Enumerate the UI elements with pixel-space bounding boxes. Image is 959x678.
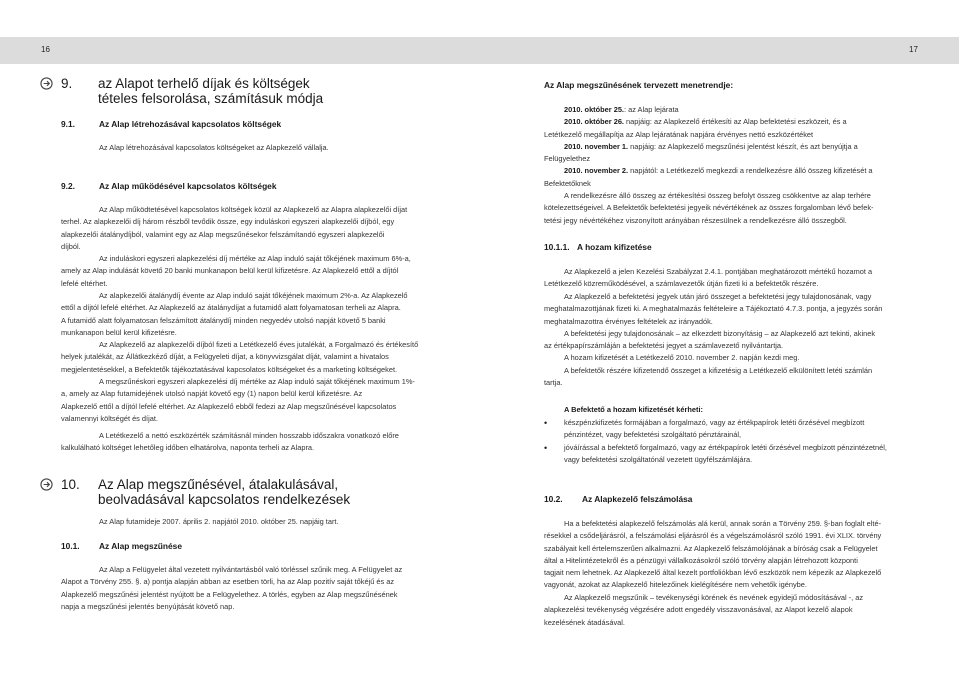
paragraph-10: Az Alap futamideje 2007. április 2. napjától 2010. október 25. napjáig tart. bbox=[99, 517, 339, 526]
paragraph-9-2-b: Az induláskori egyszeri alapkezelési díj mértéke az Alap induló saját tőkéjének maximum 6%-a, amely az Alap indulását követő 20 banki munkanapon belül kerül kifizetésre. Az Alapkezelő ettől a díjtól lefelé eltérhet. bbox=[61, 254, 411, 288]
paragraph-9-2-a: Az Alap működtetésével kapcsolatos költségek közül az Alapkezelő az Alapra alapkezelői díjat terhel. Az alapkezelői díj három részből tevődik össze, egy induláskori egyszeri alapkezelői díjból, egy alapkezelői átalánydíjból, valamint egy az Alap megszűnésekor felszámítandó egyszeri alapkezelői díjból. bbox=[61, 205, 408, 251]
paragraph-9-2-d: Az Alapkezelő az alapkezelői díjból fizeti a Letétkezelő éves jutalékát, a Forgalmazó és értékesítő helyek jutalékát, az Állátkezkéző díját, a Felügyeleti díjat, a könyvvizsgálat díját, valamint a hivatalos megjelentetésekkel, a Befektetők tájékoztatásával kapcsolatos költségeket és a marketing költségeket. bbox=[61, 340, 419, 374]
bullets-title: A Befektető a hozam kifizetését kérheti: bbox=[564, 405, 703, 414]
paragraph-9-1: Az Alap létrehozásával kapcsolatos költségeket az Alapkezelő vállalja. bbox=[99, 143, 329, 152]
paragraph-10-1-1-e: A befektetők részére kifizetendő összeget a kifizetésig a Letétkezelő elkülönített letéti számlán tartja. bbox=[544, 366, 873, 388]
bullet-list bbox=[544, 417, 900, 466]
page-number-right: 17 bbox=[909, 45, 918, 54]
paragraph-10-1-1-c: A befektetési jegy tulajdonosának – az elkezdett bizonyításig – az Alapkezelő azt tekinti, akinek az értékpapírszámláján a befektetési jegyet a számlavezető nyilvántartja. bbox=[544, 329, 876, 351]
paragraph-10-2-a: Ha a befektetési alapkezelő felszámolás alá kerül, annak során a Törvény 259. §-ban foglalt elté- résekkel a csődeljárásról, a felszámolási eljárásról és a végelszámolásról szóló 1991. évi XLIX. törvény szabályait kell értelemszerűen alkalmazni. Az Alapkezelő felszámolójának a bíróság csak a Felügyelet által a Hitelintézetekről és a pénzügyi vállalkozásokról szóló törvény alapján létrehozott központi tagjait nem lehetnek. Az Alapkezelő által kezelt portfoliókban lévő eszközök nem képezik az Alapkezelő vagyonát, azokat az Alapkezelő hitelezőinek kielégítésére nem vehetők igénybe. bbox=[544, 519, 882, 590]
schedule-list: 2010. október 25.: az Alap lejárata 2010. október 26. napjáig: az Alapkezelő értékesíti az Alap befektetési eszközeit, és a Letétkezelő megállapítja az Alap lejáratának napjára érvényes nettó eszközértéket 2010. november 1. napjáig: az Alapkezelő megszűnési jelentést készít, és azt benyújtja a Felügyelethez 2010. november 2. napjától: a Letétkezelő megkezdi a rendelkezésre álló összeg kifizetését a Befektetőknek bbox=[544, 105, 873, 188]
bullet-icon: • bbox=[544, 418, 548, 428]
page-number-left: 16 bbox=[41, 45, 50, 54]
paragraph-9-2-c: Az alapkezelői átalánydíj évente az Alap induló saját tőkéjének maximum 2%-a. Az Alapkezelő ettől a díjtól lefelé eltérhet. Az Alapkezelő az átalánydíjat a futamidő alatt folyamatosan terheli az Alapra. A futamidő alatt folyamatosan felszámított átalánydíj minden negyedév utolsó napját követő 5 banki munkanapon belül kerül kifizetésre. bbox=[61, 291, 408, 337]
paragraph-10-2-b: Az Alapkezelő megszűnik – tevékenységi körének és nevének egyidejű módosításával -, az alapkezelési tevékenység végzésére adott engedély visszavonásával, az Alapot kezelő alapok kezelésének átadásával. bbox=[544, 593, 864, 627]
schedule-paragraph: A rendelkezésre álló összeg az értékesítési összeg befolyt összeg csökkentve az alap terhére kötelezettségeivel. A Befektetők befektetési jegyeik névértékének az összes forgalomban lévő befek- tetési jegy névértékéhez viszonyított arányában részesülnek a rendelkezésre álló összegből. bbox=[544, 191, 874, 225]
arrow-right-circle-icon bbox=[40, 478, 53, 491]
arrow-right-circle-icon bbox=[40, 77, 53, 90]
bullet-icon: • bbox=[544, 442, 548, 453]
page-header-bar bbox=[0, 37, 959, 64]
paragraph-9-2-f: A Letétkezelő a nettó eszközérték számításnál minden hosszabb időszakra vonatkozó előre kalkulálható költséget lehetőleg időben elhatárolva, naponta terheli az Alapra. bbox=[61, 431, 399, 453]
paragraph-10-1-1-a: Az Alapkezelő a jelen Kezelési Szabályzat 2.4.1. pontjában meghatározott mértékű hozamot a Letétkezelő közreműködésével, a számlavezetők útján fizeti ki a befektetők részére. bbox=[544, 267, 873, 289]
schedule-heading: Az Alap megszűnésének tervezett menetrendje: bbox=[544, 80, 734, 90]
list-item: • jóváírással a befektető forgalmazó, vagy az értékpapírok letéti őrzésével megbízott pénzintézetnél, vagy befektetési szolgáltatónál vezetett ügyfélszámlájára. bbox=[544, 442, 887, 464]
paragraph-10-1: Az Alap a Felügyelet által vezetett nyilvántartásból való törléssel szűnik meg. A Felügyelet az Alapot a Törvény 255. §. a) pontja alapján abban az esetben törli, ha az Alap pozitív saját tőkéjű és az Alapkezelő megszűnési jelentést nyújtott be a Felügyelethez. A törlés, egyben az Alap megszűnésének napja a megszűnési jelentés benyújtását követő nap. bbox=[61, 565, 403, 611]
list-item: • készpénzkifizetés formájában a forgalmazó, vagy az értékpapírok letéti őrzésével megbízott pénzintézet, vagy befektetési szolgáltató pénztárainál, bbox=[544, 418, 865, 440]
paragraph-10-1-1-d: A hozam kifizetését a Letétkezelő 2010. november 2. napján kezdi meg. bbox=[564, 353, 800, 362]
paragraph-9-2-e: A megszűnéskori egyszeri alapkezelési díj mértéke az Alap induló saját tőkéjének maximum 1%- a, amely az Alap futamidejének utolsó napját követő egy (1) napon belül kerül kifizetésre. Az Alapkezelő ettől a díjtól lefelé eltérhet. Az Alapkezelő ebből fedezi az Alap megszűnésével kapcsolatos valamennyi költségét és díjat. bbox=[61, 377, 415, 423]
paragraph-10-1-1-b: Az Alapkezelő a befektetési jegyek után járó összeget a befektetési jegy tulajdonosának, vagy meghatalmazottjának fizeti ki. A meghatalmazás feltételeire a Tájékoztató 4.7.3. pontja, a jegyzés során meghatalmazottra érvényes feltételek az irányadók. bbox=[544, 292, 883, 326]
